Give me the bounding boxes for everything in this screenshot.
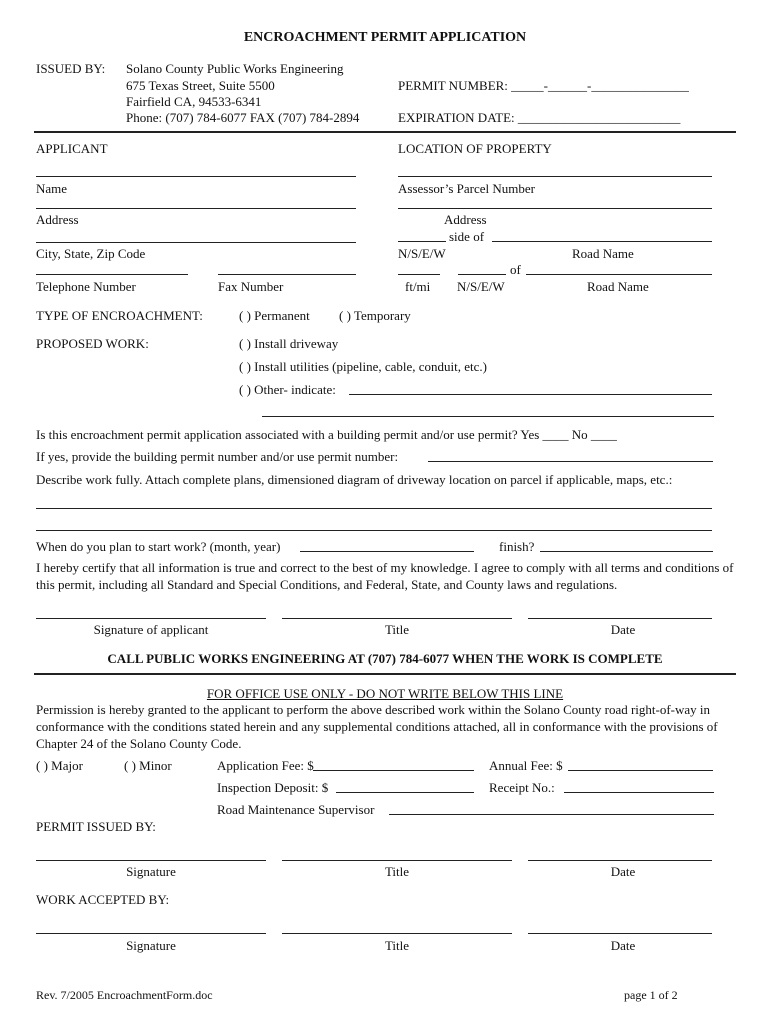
permit-number-question: If yes, provide the building permit number and/or use permit number: — [36, 449, 399, 464]
issuer-line: Solano County Public Works Engineering — [126, 61, 344, 76]
office-use-header: FOR OFFICE USE ONLY - DO NOT WRITE BELOW THIS LINE — [206, 686, 564, 701]
issuer-line: Fairfield CA, 94533-6341 — [126, 94, 262, 109]
proposed-work-label: PROPOSED WORK: — [36, 336, 149, 351]
minor-option[interactable]: ( ) Minor — [124, 758, 172, 773]
ftmi-label: ft/mi — [405, 279, 431, 294]
nsew-label: N/S/E/W — [398, 246, 446, 261]
ftmi-field[interactable] — [398, 274, 440, 275]
road-name-field[interactable] — [492, 241, 712, 242]
road-name2-field[interactable] — [526, 274, 712, 275]
issuer-line: 675 Texas Street, Suite 5500 — [126, 78, 275, 93]
completion-notice: CALL PUBLIC WORKS ENGINEERING AT (707) 784-6077 WHEN THE WORK IS COMPLETE — [107, 651, 663, 666]
section-divider — [34, 131, 736, 133]
nsew2-label: N/S/E/W — [457, 279, 505, 294]
applicant-date-field[interactable] — [528, 618, 712, 619]
driveway-option[interactable]: ( ) Install driveway — [239, 336, 339, 351]
page-number: page 1 of 2 — [624, 988, 678, 1002]
permit-issued-label: PERMIT ISSUED BY: — [36, 819, 156, 834]
acceptor-signature-field[interactable] — [36, 933, 266, 934]
location-address-field[interactable] — [398, 208, 712, 209]
finish-field[interactable] — [540, 551, 713, 552]
acceptor-date-field[interactable] — [528, 933, 712, 934]
associated-permit-question[interactable]: Is this encroachment permit application associated with a building permit and/or use permit? Yes ____ No ____ — [36, 427, 617, 442]
issuer-line: Phone: (707) 784-6077 FAX (707) 784-2894 — [126, 110, 360, 125]
signature-label: Signature — [126, 938, 176, 953]
inspection-deposit-label: Inspection Deposit: $ — [217, 780, 329, 795]
permit-number-field[interactable]: PERMIT NUMBER: _____-______-_______________ — [398, 78, 689, 93]
permanent-option[interactable]: ( ) Permanent — [239, 308, 310, 323]
applicant-signature-field[interactable] — [36, 618, 266, 619]
applicant-address-field[interactable] — [36, 208, 356, 209]
start-work-field[interactable] — [300, 551, 474, 552]
supervisor-label: Road Maintenance Supervisor — [217, 802, 375, 817]
applicant-city-label: City, State, Zip Code — [36, 246, 146, 261]
acceptor-title-field[interactable] — [282, 933, 512, 934]
finish-label: finish? — [499, 539, 535, 554]
applicant-city-field[interactable] — [36, 242, 356, 243]
utilities-option[interactable]: ( ) Install utilities (pipeline, cable, conduit, etc.) — [239, 359, 488, 374]
permission-text: Permission is hereby granted to the applicant to perform the above described work within the Solano County road right-of-way in conformance with the conditions stated herein and any supplemental conditions attached, all in conformance with the provisions of Chapter 24 of the Solano County Code. — [36, 702, 718, 751]
title-label: Title — [384, 622, 410, 637]
certification-text: I hereby certify that all information is true and correct to the best of my knowledge. I agree to comply with all terms and conditions of this permit, including all Standard and Special Conditions, and Federal, State, and County laws and regulations. — [36, 560, 734, 592]
applicant-telephone-field[interactable] — [36, 274, 188, 275]
issuer-signature-field[interactable] — [36, 860, 266, 861]
office-divider — [34, 673, 736, 675]
other-option[interactable]: ( ) Other- indicate: — [239, 382, 336, 397]
issuer-date-field[interactable] — [528, 860, 712, 861]
annual-fee-label: Annual Fee: $ — [489, 758, 563, 773]
telephone-label: Telephone Number — [36, 279, 136, 294]
applicant-title-field[interactable] — [282, 618, 512, 619]
describe-work-field-2[interactable] — [36, 530, 712, 531]
work-accepted-label: WORK ACCEPTED BY: — [36, 892, 170, 907]
of-label: of — [510, 262, 521, 277]
describe-work-field-1[interactable] — [36, 508, 712, 509]
encroachment-type-label: TYPE OF ENCROACHMENT: — [36, 308, 203, 323]
signature-label: Signature of applicant — [93, 622, 209, 637]
issuer-title-field[interactable] — [282, 860, 512, 861]
road-name2-label: Road Name — [587, 279, 649, 294]
title-label: Title — [384, 864, 410, 879]
application-fee-label: Application Fee: $ — [217, 758, 314, 773]
annual-fee-field[interactable] — [568, 770, 713, 771]
date-label: Date — [610, 864, 636, 879]
revision-footer: Rev. 7/2005 EncroachmentForm.doc — [36, 988, 213, 1002]
applicant-header: APPLICANT — [36, 141, 108, 156]
road-name-label: Road Name — [572, 246, 634, 261]
permit-number-answer-field[interactable] — [428, 461, 713, 462]
describe-work-label: Describe work fully. Attach complete plans, dimensioned diagram of driveway location on parcel if applicable, maps, etc.: — [36, 472, 673, 487]
nsew2-field[interactable] — [458, 274, 506, 275]
start-work-label: When do you plan to start work? (month, year) — [36, 539, 281, 554]
applicant-fax-field[interactable] — [218, 274, 356, 275]
date-label: Date — [610, 938, 636, 953]
fax-label: Fax Number — [218, 279, 284, 294]
expiration-date-field[interactable]: EXPIRATION DATE: _________________________ — [398, 110, 681, 125]
supervisor-field[interactable] — [389, 814, 714, 815]
temporary-option[interactable]: ( ) Temporary — [339, 308, 411, 323]
location-header: LOCATION OF PROPERTY — [398, 141, 552, 156]
receipt-label: Receipt No.: — [489, 780, 555, 795]
date-label: Date — [610, 622, 636, 637]
major-option[interactable]: ( ) Major — [36, 758, 83, 773]
apn-label: Assessor’s Parcel Number — [398, 181, 535, 196]
applicant-address-label: Address — [36, 212, 79, 227]
applicant-name-field[interactable] — [36, 176, 356, 177]
page-title: ENCROACHMENT PERMIT APPLICATION — [243, 30, 527, 45]
title-label: Title — [384, 938, 410, 953]
apn-field[interactable] — [398, 176, 712, 177]
signature-label: Signature — [126, 864, 176, 879]
issued-by-label: ISSUED BY: — [36, 61, 106, 76]
side-of-label: side of — [449, 229, 485, 244]
inspection-deposit-field[interactable] — [336, 792, 474, 793]
nsew-field[interactable] — [398, 241, 446, 242]
receipt-field[interactable] — [564, 792, 714, 793]
location-address-label: Address — [444, 212, 487, 227]
applicant-name-label: Name — [36, 181, 68, 196]
other-indicate-field[interactable] — [349, 394, 712, 395]
application-fee-field[interactable] — [313, 770, 474, 771]
other-indicate-field-2[interactable] — [262, 416, 714, 417]
